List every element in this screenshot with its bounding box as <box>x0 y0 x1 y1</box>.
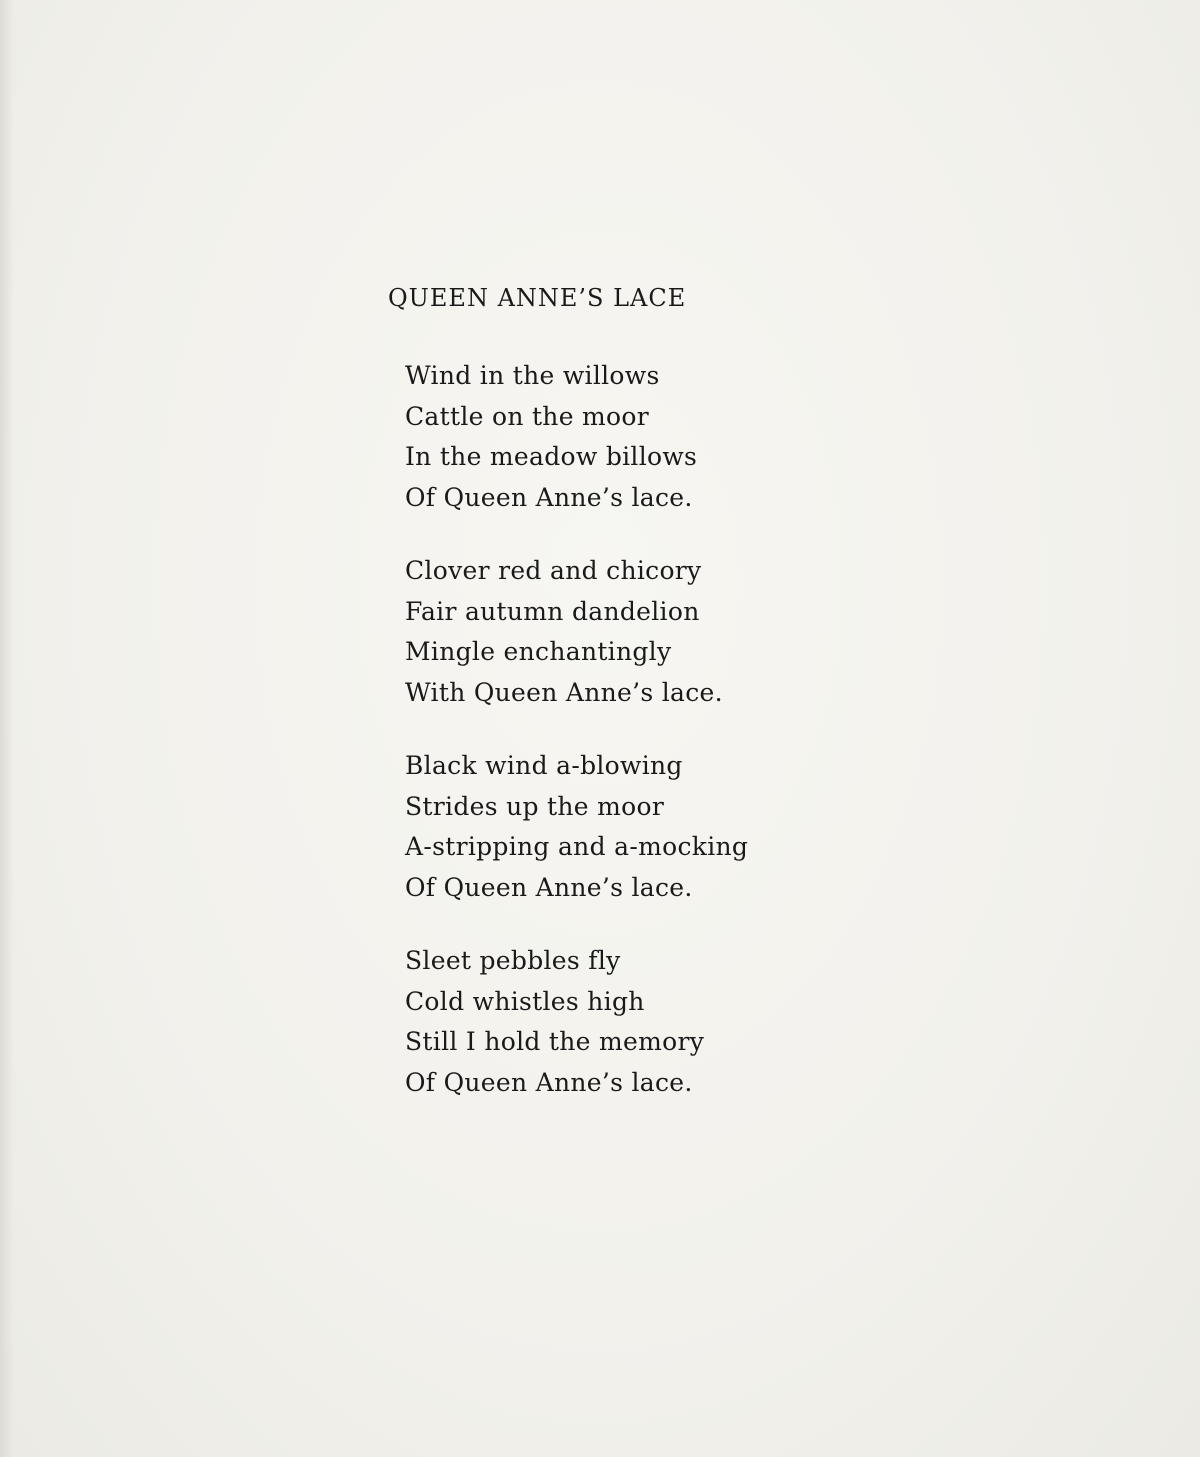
poem-title: QUEEN ANNE’S LACE <box>388 284 687 312</box>
poem-line: A-stripping and a-mocking <box>405 832 749 861</box>
poem-line: Sleet pebbles fly <box>405 946 621 975</box>
stanza-4 <box>405 941 848 1103</box>
stanza-1 <box>405 356 848 518</box>
poem-line: Of Queen Anne’s lace. <box>405 482 693 512</box>
poem-line: Fair autumn dandelion <box>405 596 700 626</box>
poem-line: Black wind a-blowing <box>405 751 683 780</box>
poem-line: Of Queen Anne’s lace. <box>405 872 693 902</box>
poem-line: Wind in the willows <box>405 361 660 390</box>
poem-line: Mingle enchantingly <box>405 637 672 666</box>
poem-line: Strides up the moor <box>405 791 665 821</box>
stanza-2 <box>405 551 848 713</box>
poem-line: Clover red and chicory <box>405 556 702 585</box>
poem-line: Cattle on the moor <box>405 401 650 431</box>
poem <box>388 280 848 1136</box>
page-edge-shadow <box>0 0 14 1457</box>
poem-line: Of Queen Anne’s lace. <box>405 1067 693 1097</box>
poem-line: Still I hold the memory <box>405 1027 705 1056</box>
poem-line: Cold whistles high <box>405 986 645 1016</box>
poem-line: With Queen Anne’s lace. <box>405 677 723 707</box>
stanza-3 <box>405 746 848 908</box>
poem-line: In the meadow billows <box>405 442 698 471</box>
